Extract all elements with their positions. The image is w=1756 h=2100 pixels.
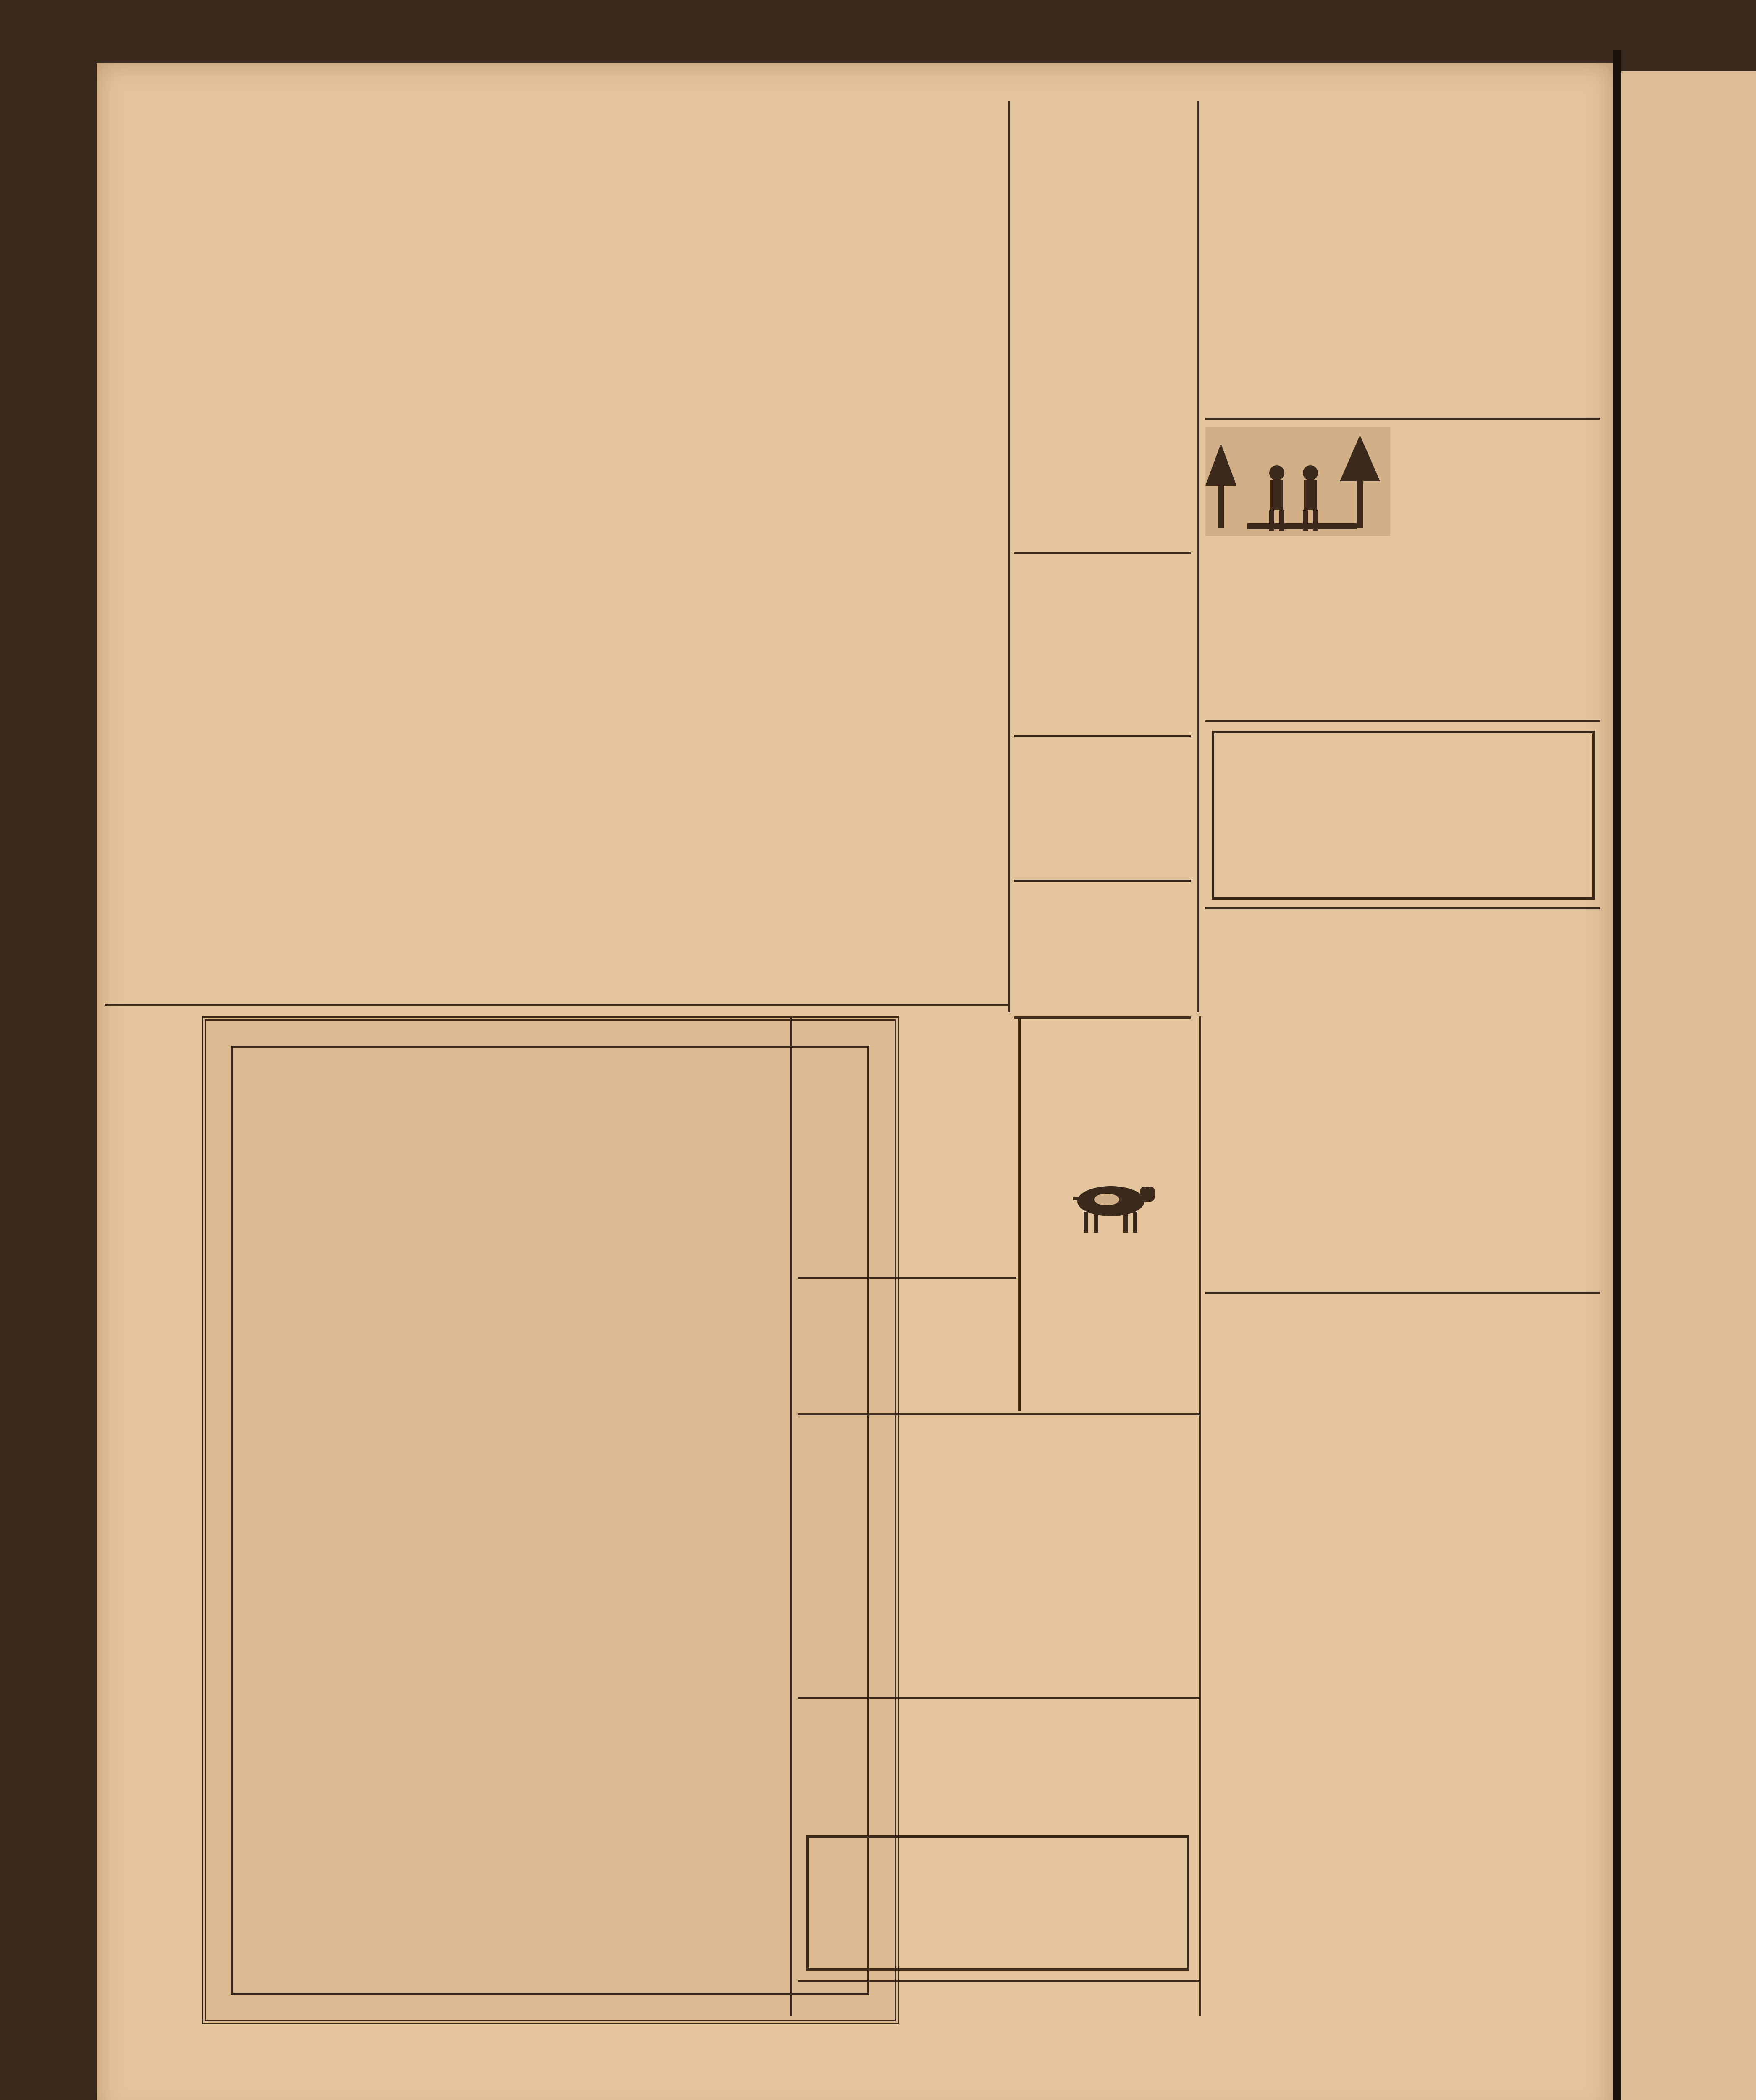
achtung-ad (798, 1418, 1197, 1695)
aufruf-article (107, 101, 1002, 983)
maedchen-ad (1014, 884, 1191, 1014)
buecher-ad (202, 1016, 899, 2024)
decken-ad (1205, 916, 1600, 1285)
halbhund-ad (1014, 556, 1191, 733)
newspaper-page (97, 63, 1613, 2100)
breitenberg-ad (1023, 1168, 1199, 1411)
faerberei-ad (806, 1835, 1189, 1971)
verlobte-ad (1212, 731, 1595, 900)
anwesen-ad (798, 1984, 1197, 2100)
wirkaufen-ad (1205, 1300, 1600, 1812)
tagloehner-ad (798, 1701, 1197, 1840)
zimmer-ad (1014, 1021, 1191, 1155)
dampf-ad (1205, 101, 1600, 416)
bergorte-ad (1205, 424, 1600, 718)
hirsau-ad (798, 1016, 1016, 1277)
book-spine (1613, 50, 1621, 2100)
next-page-edge (1621, 71, 1756, 2100)
herrenhut-ad (1014, 739, 1191, 878)
cow-icon (1060, 1172, 1161, 1235)
stiefel-ad (798, 1281, 1016, 1411)
bezirk-ad (1014, 101, 1191, 550)
verlobte-places (1214, 784, 1592, 809)
verlobte-line (1214, 752, 1592, 772)
forest-workers-icon (1205, 427, 1390, 536)
